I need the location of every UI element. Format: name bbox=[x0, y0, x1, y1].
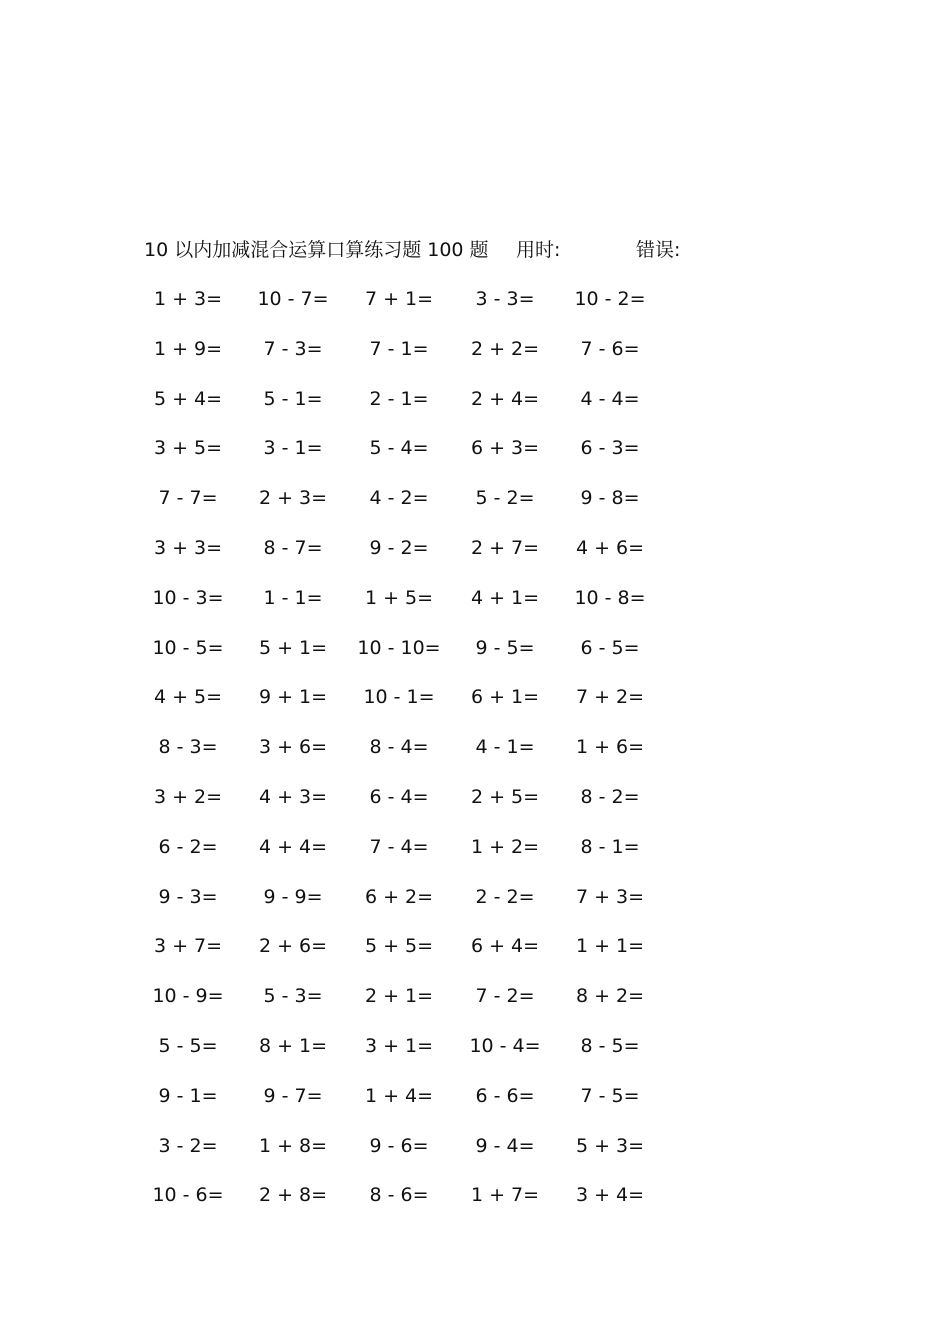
math-problem: 4 - 4= bbox=[580, 387, 640, 410]
math-problem: 10 - 1= bbox=[363, 686, 435, 709]
math-problem: 2 + 7= bbox=[470, 536, 540, 559]
worksheet-title: 10 以内加减混合运算口算练习题 100 题 bbox=[144, 239, 489, 261]
math-problem: 1 + 7= bbox=[470, 1184, 540, 1207]
math-problem: 10 - 4= bbox=[469, 1034, 541, 1057]
math-problem: 10 - 7= bbox=[257, 288, 329, 310]
math-problem: 9 - 9= bbox=[263, 885, 323, 908]
math-problem: 1 + 8= bbox=[258, 1134, 328, 1157]
math-problem: 9 - 6= bbox=[369, 1134, 429, 1157]
math-problem: 3 + 2= bbox=[153, 785, 223, 808]
math-problem: 1 + 3= bbox=[153, 288, 223, 310]
math-problem: 2 - 1= bbox=[369, 387, 429, 410]
math-problem: 10 - 5= bbox=[152, 636, 224, 659]
math-problem: 8 - 4= bbox=[369, 736, 429, 759]
math-problem: 9 - 5= bbox=[475, 636, 535, 659]
math-problem: 4 + 5= bbox=[153, 686, 223, 709]
math-problem: 9 - 4= bbox=[475, 1134, 535, 1157]
math-problem: 8 - 1= bbox=[580, 835, 640, 858]
math-problem: 7 - 5= bbox=[580, 1084, 640, 1107]
math-problem: 1 + 4= bbox=[364, 1084, 434, 1107]
math-problem: 5 - 5= bbox=[158, 1034, 218, 1057]
math-problem: 2 + 8= bbox=[258, 1184, 328, 1207]
math-problem: 8 + 1= bbox=[258, 1034, 328, 1057]
math-problem: 4 + 6= bbox=[575, 536, 645, 559]
math-problem: 9 - 1= bbox=[158, 1084, 218, 1107]
math-problem: 6 + 2= bbox=[364, 885, 434, 908]
math-problem: 7 - 1= bbox=[369, 337, 429, 360]
math-problem: 10 - 10= bbox=[357, 636, 441, 659]
math-problem: 4 - 2= bbox=[369, 487, 429, 510]
math-problem: 2 - 2= bbox=[475, 885, 535, 908]
math-problem: 2 + 5= bbox=[470, 785, 540, 808]
math-problem: 2 + 6= bbox=[258, 935, 328, 958]
math-problem: 4 + 3= bbox=[258, 785, 328, 808]
math-problem: 3 - 2= bbox=[158, 1134, 218, 1157]
math-problem: 7 - 7= bbox=[158, 487, 218, 510]
math-problem: 5 - 2= bbox=[475, 487, 535, 510]
math-problem: 3 + 4= bbox=[575, 1184, 645, 1207]
math-problem: 3 + 3= bbox=[153, 536, 223, 559]
math-problem: 7 + 1= bbox=[364, 288, 434, 310]
math-problem: 9 - 2= bbox=[369, 536, 429, 559]
math-problem: 1 + 6= bbox=[575, 736, 645, 759]
math-problem: 6 - 4= bbox=[369, 785, 429, 808]
errors-label: 错误: bbox=[636, 239, 681, 261]
math-problem: 1 + 9= bbox=[153, 337, 223, 360]
math-problem: 10 - 6= bbox=[152, 1184, 224, 1207]
math-problem: 8 + 2= bbox=[575, 985, 645, 1008]
math-problem: 8 - 7= bbox=[263, 536, 323, 559]
math-problem: 3 + 6= bbox=[258, 736, 328, 759]
math-problem: 4 + 1= bbox=[470, 586, 540, 609]
math-problem: 6 - 5= bbox=[580, 636, 640, 659]
math-problem: 10 - 8= bbox=[574, 586, 646, 609]
math-problem: 5 + 4= bbox=[153, 387, 223, 410]
math-problem: 9 - 8= bbox=[580, 487, 640, 510]
math-problem: 7 - 3= bbox=[263, 337, 323, 360]
math-problem: 10 - 2= bbox=[574, 288, 646, 310]
math-problem: 5 - 4= bbox=[369, 437, 429, 460]
math-problem: 2 + 4= bbox=[470, 387, 540, 410]
math-problem: 6 - 2= bbox=[158, 835, 218, 858]
math-problem: 1 - 1= bbox=[263, 586, 323, 609]
math-problem: 6 + 4= bbox=[470, 935, 540, 958]
math-problem: 3 + 7= bbox=[153, 935, 223, 958]
math-problem: 7 + 2= bbox=[575, 686, 645, 709]
math-problem: 7 + 3= bbox=[575, 885, 645, 908]
math-problem: 1 + 1= bbox=[575, 935, 645, 958]
math-problem: 3 + 5= bbox=[153, 437, 223, 460]
math-problem: 5 - 3= bbox=[263, 985, 323, 1008]
math-problem: 7 - 6= bbox=[580, 337, 640, 360]
math-problem: 8 - 3= bbox=[158, 736, 218, 759]
math-problem: 5 + 3= bbox=[575, 1134, 645, 1157]
math-problem: 4 - 1= bbox=[475, 736, 535, 759]
math-problem: 8 - 2= bbox=[580, 785, 640, 808]
math-problem: 7 - 4= bbox=[369, 835, 429, 858]
math-problem: 8 - 5= bbox=[580, 1034, 640, 1057]
math-problem: 8 - 6= bbox=[369, 1184, 429, 1207]
math-problem: 6 - 3= bbox=[580, 437, 640, 460]
math-problem: 10 - 3= bbox=[152, 586, 224, 609]
math-problem: 5 + 1= bbox=[258, 636, 328, 659]
math-problem: 3 - 3= bbox=[475, 288, 535, 310]
math-problem: 6 + 3= bbox=[470, 437, 540, 460]
time-used-label: 用时: bbox=[516, 239, 561, 261]
math-problem: 2 + 2= bbox=[470, 337, 540, 360]
math-problem: 6 - 6= bbox=[475, 1084, 535, 1107]
math-problem: 5 - 1= bbox=[263, 387, 323, 410]
math-problem: 1 + 5= bbox=[364, 586, 434, 609]
math-problem: 6 + 1= bbox=[470, 686, 540, 709]
math-problem: 9 - 7= bbox=[263, 1084, 323, 1107]
math-problem: 1 + 2= bbox=[470, 835, 540, 858]
math-problem: 2 + 3= bbox=[258, 487, 328, 510]
math-problem: 9 + 1= bbox=[258, 686, 328, 709]
worksheet-header bbox=[144, 236, 764, 264]
math-problem: 5 + 5= bbox=[364, 935, 434, 958]
math-problem: 9 - 3= bbox=[158, 885, 218, 908]
math-problem: 2 + 1= bbox=[364, 985, 434, 1008]
math-problem: 7 - 2= bbox=[475, 985, 535, 1008]
math-problem: 10 - 9= bbox=[152, 985, 224, 1008]
math-problem: 3 + 1= bbox=[364, 1034, 434, 1057]
math-problem: 3 - 1= bbox=[263, 437, 323, 460]
math-problem: 4 + 4= bbox=[258, 835, 328, 858]
